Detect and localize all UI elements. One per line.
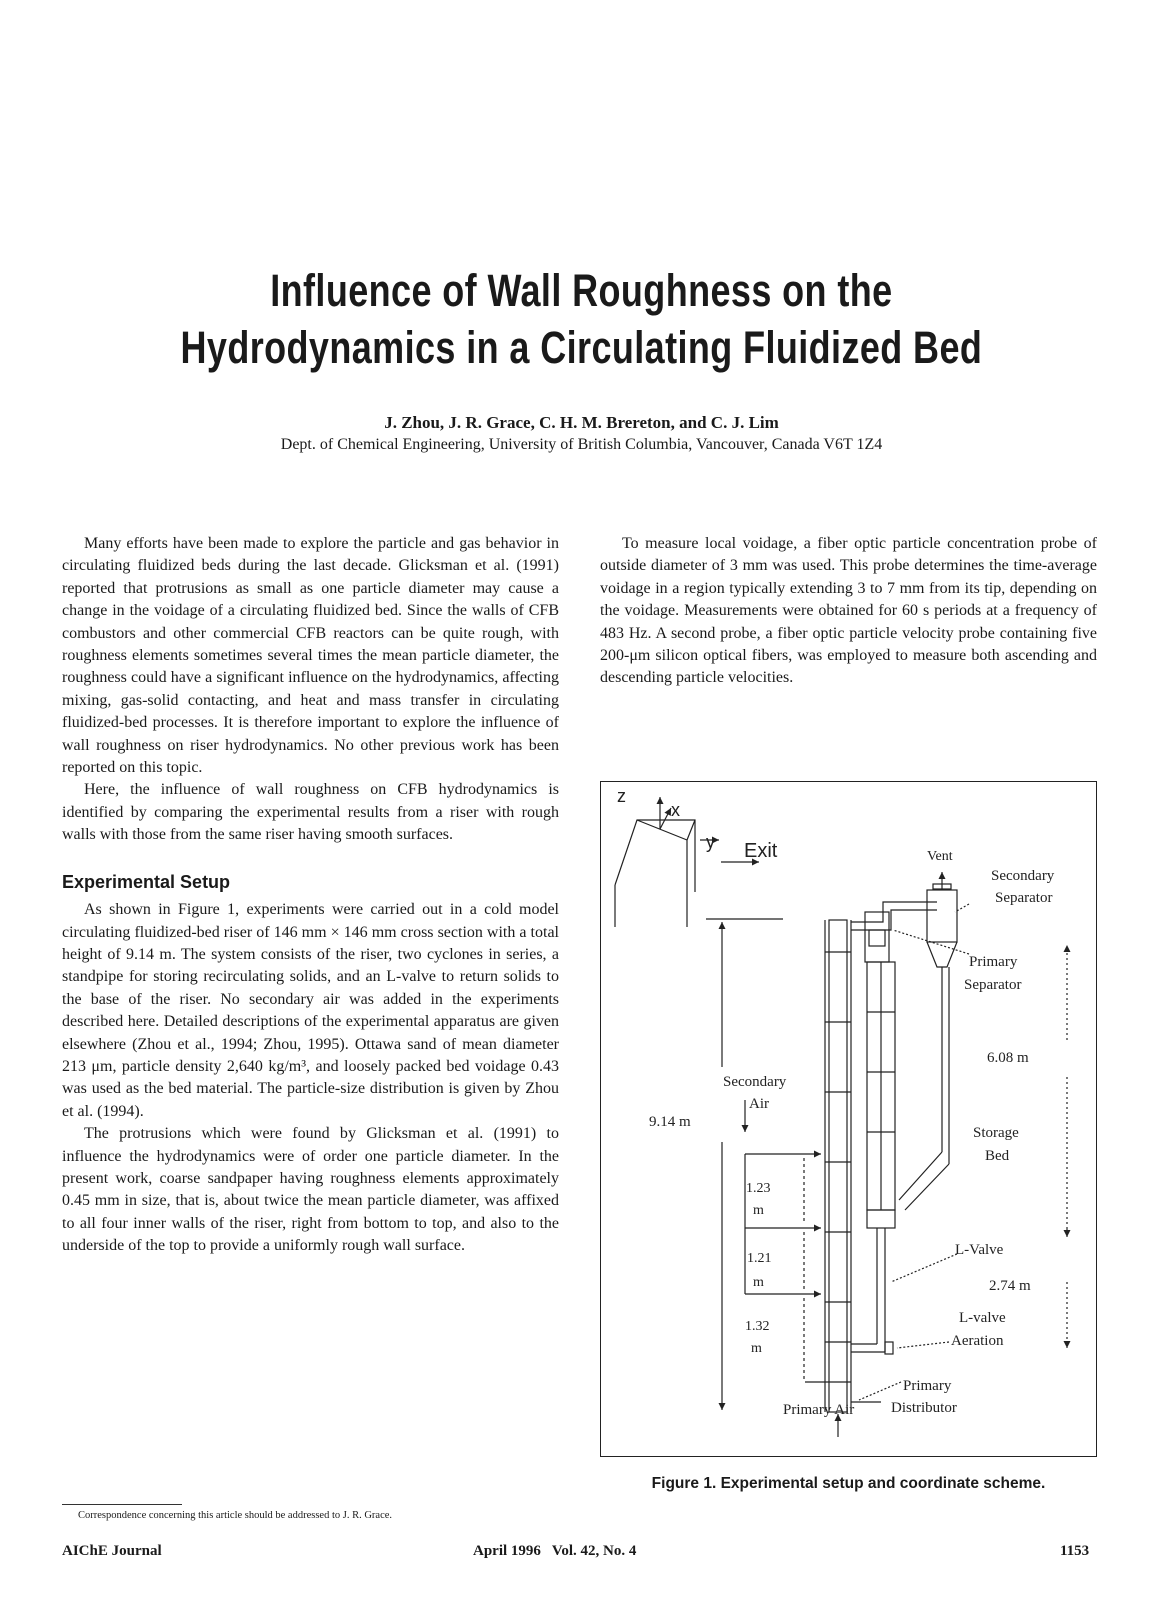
secondary-air-label-1: Secondary: [723, 1074, 787, 1090]
figure-caption: Figure 1. Experimental setup and coordinate scheme.: [651, 1475, 1046, 1492]
article-title: [116, 262, 1046, 376]
distance-132-unit: m: [751, 1341, 762, 1356]
storage-bed-label-2: Bed: [985, 1148, 1010, 1164]
intro-paragraph-2: Here, the influence of wall roughness on CFB hydrodynamics is identified by comparing the experimental results from a riser with rough walls with those from the same riser having smooth surfaces.: [62, 781, 559, 844]
section-heading-experimental-setup: Experimental Setup: [62, 871, 231, 892]
footer-issue-info: April 1996 Vol. 42, No. 4: [473, 1543, 637, 1559]
footnote-divider: [62, 1504, 182, 1505]
affiliation: Dept. of Chemical Engineering, University of British Columbia, Vancouver, Canada V6T 1Z4: [280, 436, 883, 453]
setup-paragraph-2: The protrusions which were found by Glicksman et al. (1991) to influence the hydrodynamics were of order one particle diameter. In the present work, coarse sandpaper having roughness elements approximately 0.45 mm in size, that is, about twice the mean particle diameter, was affixed to all four inner walls of the riser, right from bottom to top, and also to the underside of the top to provide a uniformly rough wall surface.: [62, 1125, 559, 1255]
coordinate-box: [615, 820, 695, 892]
l-valve-label: L-Valve: [955, 1242, 1004, 1258]
distance-121-unit: m: [753, 1275, 764, 1290]
secondary-separator-label-1: Secondary: [991, 868, 1055, 884]
primary-distributor-label-2: Distributor: [891, 1400, 957, 1416]
riser: [829, 920, 847, 1412]
primary-separator-label-1: Primary: [969, 954, 1018, 970]
exit-label: Exit: [744, 840, 778, 862]
primary-distributor-label-1: Primary: [903, 1378, 952, 1394]
secondary-separator-label-2: Separator: [995, 890, 1053, 906]
footer-journal-name: AIChE Journal: [62, 1543, 162, 1559]
storage-bed-label-1: Storage: [973, 1125, 1019, 1141]
title-line-2: Hydrodynamics in a Circulating Fluidized Bed: [180, 322, 983, 373]
primary-separator-label-2: Separator: [964, 977, 1022, 993]
figure-1: [600, 781, 1097, 1457]
axis-x-label: x: [671, 800, 680, 820]
vent-label: Vent: [927, 849, 953, 864]
distance-123-unit: m: [753, 1203, 764, 1218]
intro-paragraph-1: Many efforts have been made to explore the particle and gas behavior in circulating fluidized beds during the last decade. Glicksman et al. (1991) reported that protrusions as small as one particle diameter may cause a change in the voidage of a circulating fluidized bed. Since the walls of CFB combustors and other commercial CFB reactors can be quite rough, with roughness elements sometimes several times the mean particle diameter, the roughness could have a significant influence on the hydrodynamics, affecting mixing, gas-solid contacting, and heat and mass transfer in circulating fluidized-bed processes. It is therefore important to explore the influence of wall roughness on riser hydrodynamics. No other previous work has been reported on this topic.: [62, 535, 559, 777]
author-list: J. Zhou, J. R. Grace, C. H. M. Brereton, and C. J. Lim: [384, 413, 779, 432]
height-608-label: 6.08 m: [987, 1050, 1029, 1066]
setup-paragraph-1: As shown in Figure 1, experiments were carried out in a cold model circulating fluidized-bed riser of 146 mm × 146 mm cross section with a total height of 9.14 m. The system consists of the riser, two cyclones in series, a standpipe for storing recirculating solids, and an L-valve to return solids to the base of the riser. No secondary air was added in the experiments described here. Detailed descriptions of the experimental apparatus are given elsewhere (Zhou et al., 1994; Zhou, 1995). Ottawa sand of mean diameter 213 μm, particle density 2,640 kg/m³, and loosely packed bed voidage 0.43 was used as the bed material. The particle-size distribution is given by Zhou et al. (1994).: [62, 901, 559, 1120]
l-valve-aeration-label-1: L-valve: [959, 1310, 1006, 1326]
left-column: [62, 533, 559, 1258]
secondary-air-label-2: Air: [749, 1096, 769, 1112]
axis-z-label: z: [617, 786, 626, 806]
secondary-separator: [927, 890, 957, 942]
l-valve: [851, 1344, 885, 1352]
height-274-label: 2.74 m: [989, 1278, 1031, 1294]
l-valve-aeration-label-2: Aeration: [951, 1333, 1004, 1349]
distance-121-label: 1.21: [747, 1251, 772, 1266]
height-914-label: 9.14 m: [649, 1114, 691, 1130]
distance-132-label: 1.32: [745, 1319, 770, 1334]
correspondence-footnote: Correspondence concerning this article should be addressed to J. R. Grace.: [78, 1510, 393, 1521]
primary-air-label: Primary Air: [783, 1402, 855, 1418]
right-column: [600, 533, 1097, 690]
axis-y-label: y: [706, 832, 715, 852]
apparatus-diagram: [601, 782, 1098, 1458]
title-line-1: Influence of Wall Roughness on the: [270, 265, 893, 316]
probe-paragraph: To measure local voidage, a fiber optic particle concentration probe of outside diameter of 3 mm was used. This probe determines the time-average voidage in a region typically extending 3 to 7 mm from its tip, depending on the voidage. Measurements were obtained for 60 s periods at a frequency of 483 Hz. A second probe, a fiber optic particle velocity probe containing five 200-μm silicon optical fibers, was employed to measure both ascending and descending particle velocities.: [600, 535, 1097, 687]
distance-123-label: 1.23: [746, 1181, 771, 1196]
footer-page-number: 1153: [1060, 1543, 1090, 1559]
